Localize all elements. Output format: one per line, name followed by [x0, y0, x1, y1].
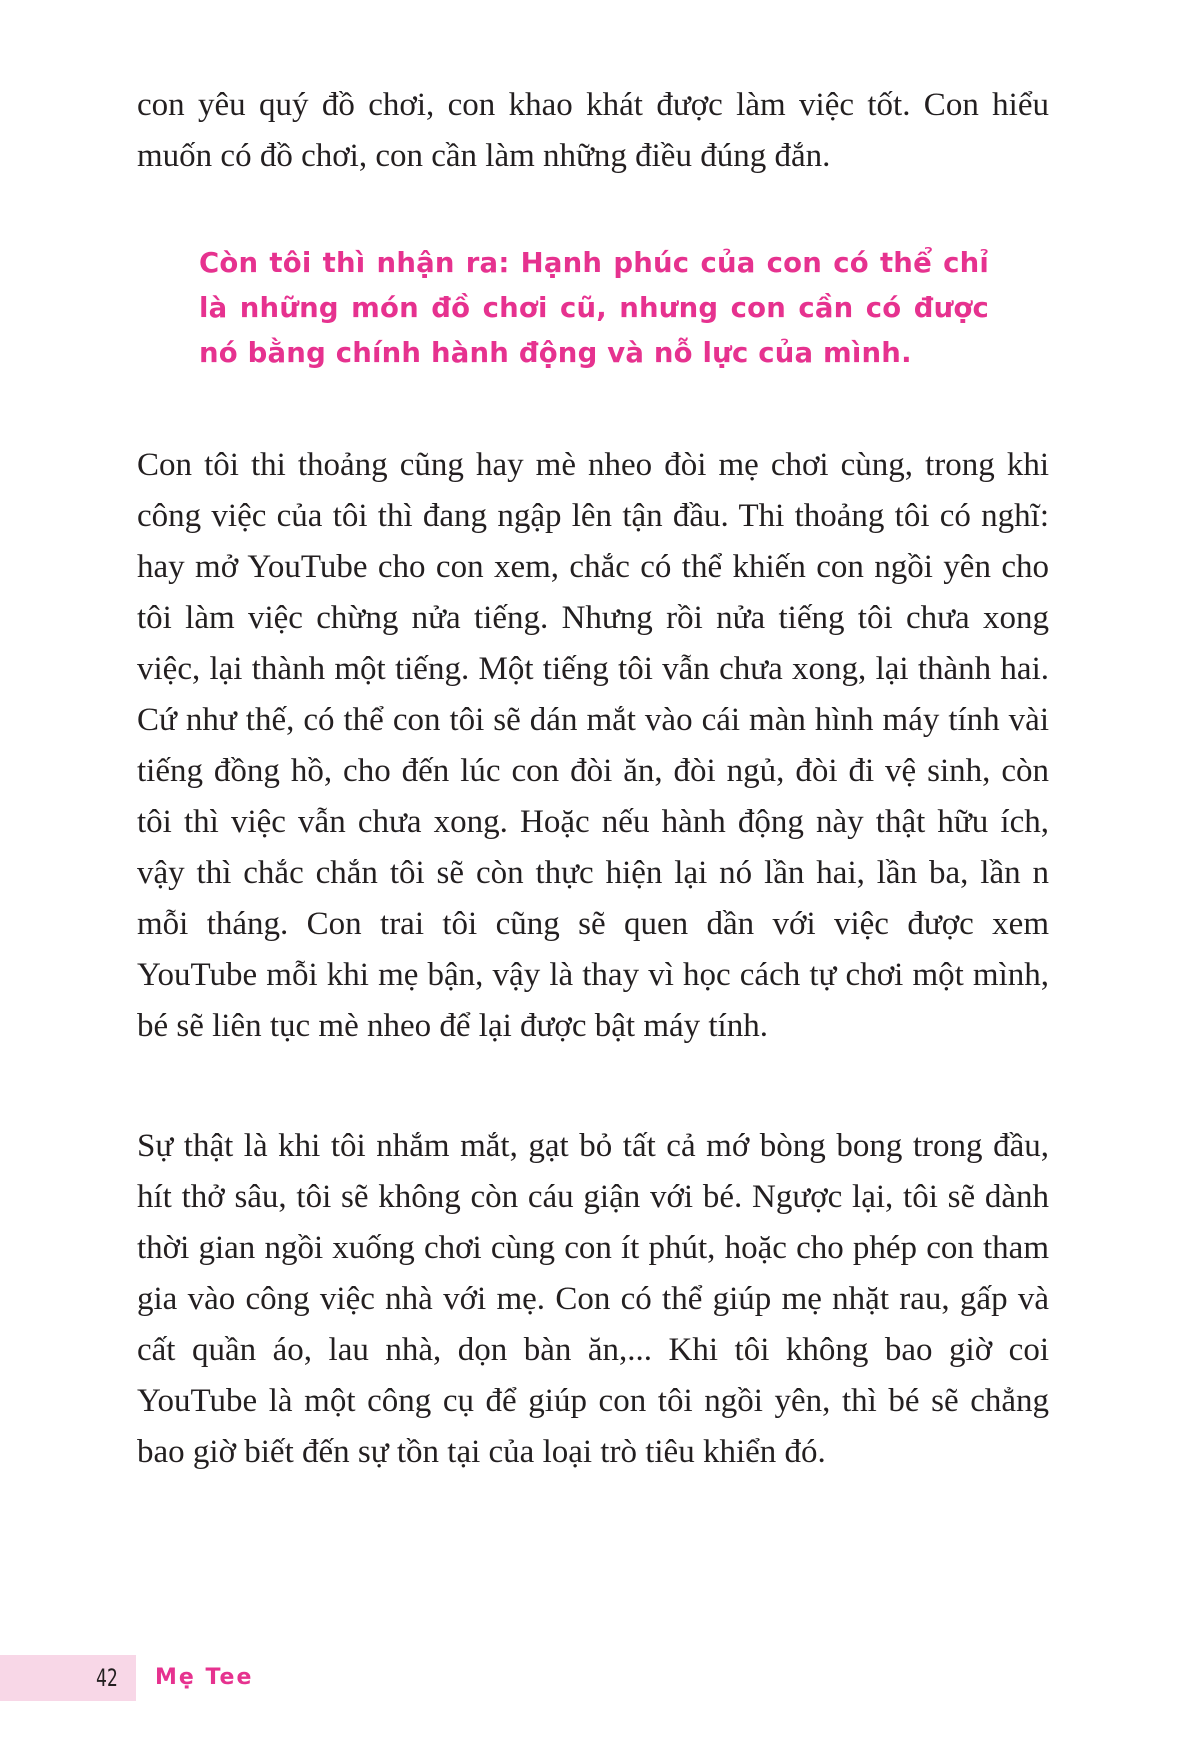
paragraph-top: con yêu quý đồ chơi, con khao khát được làm việc tốt. Con hiểu muốn có đồ chơi, con cần làm những điều đúng đắn. — [137, 87, 1049, 174]
pull-quote: Còn tôi thì nhận ra: Hạnh phúc của con có thể chỉ là những món đồ chơi cũ, nhưng con cần có được nó bằng chính hành động và nỗ lực của mình. — [199, 247, 989, 369]
page-number: 42 — [96, 1664, 118, 1692]
running-title: Mẹ Tee — [155, 1665, 254, 1690]
paragraph-middle: Con tôi thi thoảng cũng hay mè nheo đòi mẹ chơi cùng, trong khi công việc của tôi thì đang ngập lên tận đầu. Thi thoảng tôi có nghĩ: hay mở YouTube cho con xem, chắc có thể khiến con ngồi yên cho tôi làm việc chừng nửa tiếng. Nhưng rồi nửa tiếng tôi chưa xong việc, lại thành một tiếng. Một tiếng tôi vẫn chưa xong, lại thành hai. Cứ như thế, có thể con tôi sẽ dán mắt vào cái màn hình máy tính vài tiếng đồng hồ, cho đến lúc con đòi ăn, đòi ngủ, đòi đi vệ sinh, còn tôi thì việc vẫn chưa xong. Hoặc nếu hành động này thật hữu ích, vậy thì chắc chắn tôi sẽ còn thực hiện lại nó lần hai, lần ba, lần n mỗi tháng. Con trai tôi cũng sẽ quen dần với việc được xem YouTube mỗi khi mẹ bận, vậy là thay vì học cách tự chơi một mình, bé sẽ liên tục mè nheo để lại được bật máy tính. — [137, 447, 1049, 1044]
paragraph-bottom: Sự thật là khi tôi nhắm mắt, gạt bỏ tất cả mớ bòng bong trong đầu, hít thở sâu, tôi sẽ không còn cáu giận với bé. Ngược lại, tôi sẽ dành thời gian ngồi xuống chơi cùng con ít phút, hoặc cho phép con tham gia vào công việc nhà với mẹ. Con có thể giúp mẹ nhặt rau, gấp và cất quần áo, lau nhà, dọn bàn ăn,... Khi tôi không bao giờ coi YouTube là một công cụ để giúp con tôi ngồi yên, thì bé sẽ chẳng bao giờ biết đến sự tồn tại của loại trò tiêu khiển đó. — [137, 1128, 1049, 1470]
